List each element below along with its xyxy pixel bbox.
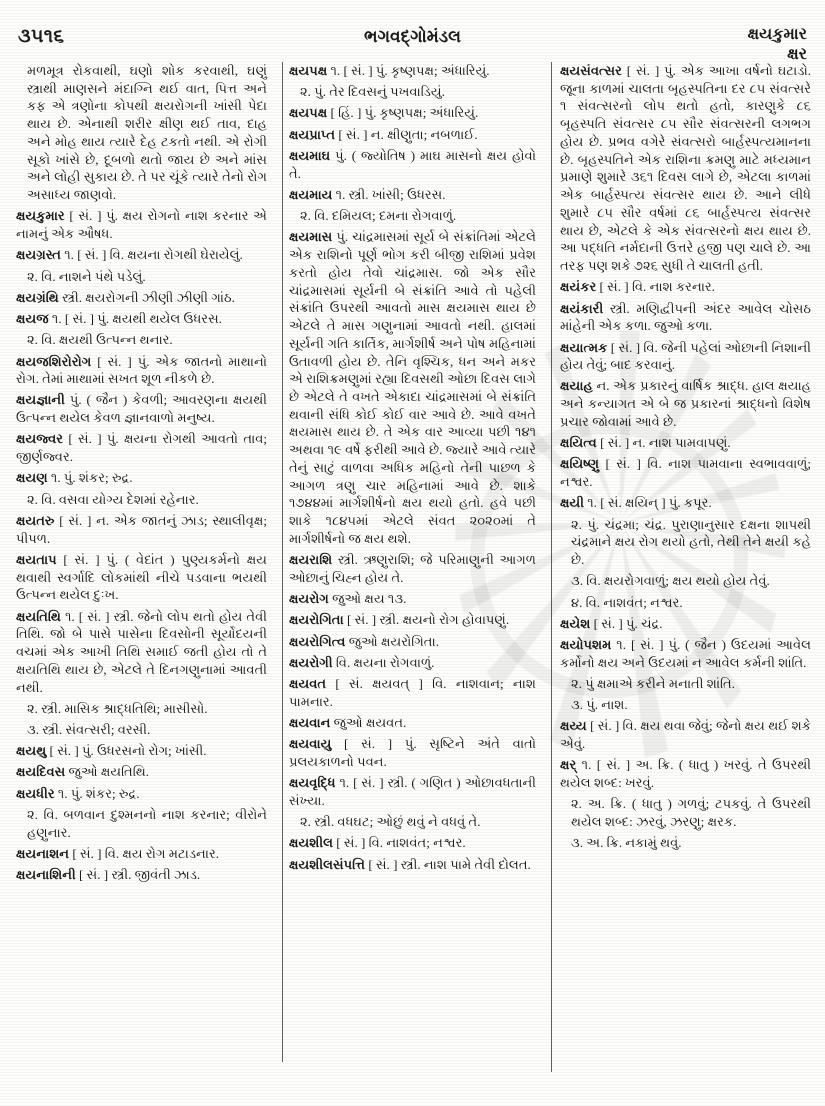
entry-definition: [ સં. ] ન. નાશ પામવાપણું. [596, 435, 731, 451]
running-word-bottom: ક્ષર [787, 46, 807, 63]
entry-headword: ક્ષયંકારી [560, 300, 604, 316]
entry-definition: [ સં. ] પું. એક આખા વર્ષનો ઘટાડો. જૂના કાળમાં ચાલતા બૃહસ્પતિના દર ૮૫ સંવત્સરે ૧ સંવત્સરનો લોપ થતો હતો, કારણુકે ૮૬ બૃહસ્પતિ સંવત્સર ૮૫ સૌર સંવત્સરની લગભગ હોય છે. પ્રભવ વગેરે સંવત્સરો બાર્હસ્પત્યમાનના છે. બૃહસ્પતિને એક રાશિના ક્રમણુ માટે મધ્યમાન પ્રમાણે શુમારે ૩૬૧ દિવસ લાગે છે, એટલા કાળમાં એક બાર્હસ્પત્ય સંવત્સર થાય છે. આને લીધે શુમારે ૮૫ સૌર વર્ષમાં ૮૬ બાર્હસ્પત્ય સંવત્સર થાય છે, એટલે કે એક સંવત્સરનો ક્ષય થાય છે. આ પદ્ધતિ નર્મદાની ઉત્તરે હજી પણ ચાલે છે. આ તરફ પણ શકે ૭૨૬ સુધી તે ચાલતી હતી. [560, 63, 811, 274]
dictionary-entry [289, 714, 536, 732]
entry-definition: પું. ( જૈન ) કેવળી; આવરણના ક્ષયથી ઉત્પન્ન થયેલ કેવળ જ્ઞાનવાળો મનુષ્ય. [16, 392, 267, 426]
dictionary-entry [289, 62, 536, 80]
dictionary-entry [16, 289, 267, 307]
dictionary-entry [289, 611, 536, 629]
entry-headword: ક્ષયજ્વર [16, 431, 63, 447]
dictionary-entry [289, 228, 536, 547]
dictionary-entry [289, 126, 536, 144]
entry-definition: [ સં. ] પું. ક્ષયના રોગથી આવતો તાવ; જીર્ણજ્વર. [16, 431, 267, 465]
dictionary-entry [16, 512, 267, 547]
entry-headword: ક્ષયતિથિ [16, 608, 61, 624]
entry-definition: જુઓ ક્ષયરોગિતા. [345, 633, 439, 649]
dictionary-entry [560, 339, 811, 374]
entry-headword: ક્ષયાત્મક [560, 339, 608, 355]
dictionary-entry [289, 654, 536, 672]
entry-definition: ૧. [ સં. ] પું. ક્ષયથી થયેલ ઉધરસ. [48, 311, 222, 327]
entry-sense: ૨. અ. ક્રિ. ( ધાતુ ) ગળવું; ટપકવું. તે ઉપરથી થયેલ શબ્દ: ઝરવું, ઝરણુ; ક્ષરક. [571, 796, 811, 830]
entry-headword: ક્ષયમાઘ [289, 147, 331, 163]
dictionary-entry [16, 310, 267, 328]
dictionary-entry [560, 455, 811, 490]
entry-definition: જુઓ ક્ષયવત. [330, 714, 407, 730]
dictionary-entry [289, 551, 536, 586]
column-1 [0, 62, 277, 1097]
entry-headword: ક્ષયકુમાર [16, 208, 65, 224]
entry-headword: ક્ષયશીલ [289, 835, 333, 851]
entry-sense: ૨. વિ. દમિયલ; દમના રોગવાળું. [300, 208, 457, 224]
entry-headword: ક્ષયાહ [560, 378, 593, 394]
entry-headword: ક્ષયદિવસ [16, 764, 66, 780]
dictionary-entry [289, 856, 536, 874]
entry-headword: ક્ષયનાશન [16, 845, 70, 861]
column-2 [277, 62, 546, 1097]
entry-sense: ૨. વિ. વસવા યોગ્ય દેશમાં રહેનાર. [27, 491, 199, 507]
running-word-top: ક્ષયકુમાર [747, 26, 807, 43]
entry-definition: [ સં. ] વિ. નાશ કરનાર. [596, 279, 715, 295]
entry-definition: [ સં. ] પું. એક જાતનો માથાનો રોગ. તેમાં માથામાં સખત શૂળ નીકળે છે. [16, 353, 267, 387]
entry-headword: ક્ષયમાય [289, 186, 333, 202]
entry-sense: ૩. પું. નાશ. [571, 697, 628, 713]
entry-headword: ક્ષયજ્ઞાની [16, 392, 65, 408]
entry-headword: ક્ષયસંવત્સર [560, 63, 622, 78]
entry-sense: ૩. વિ. ક્ષયરોગવાળું; ક્ષય થયો હોય તેવું. [571, 573, 770, 589]
entry-sense: ૨. વિ. ક્ષયથી ઉત્પન્ન થનાર. [27, 332, 173, 348]
entry-headword: ક્ષયિષ્ણુ [560, 456, 600, 472]
entry-headword: ક્ષયધીર [16, 785, 55, 801]
dictionary-entry [16, 207, 267, 242]
page-columns [0, 62, 825, 1097]
entry-headword: ક્ષયરાશિ [289, 552, 333, 568]
entry-definition: [ સં. ] ન. એક જાતનું ઝાડ; સ્થાલીવૃક્ષ; પીપળ. [16, 512, 267, 546]
entry-sense: ૨. પું ક્ષમાએ કરીને મનાતી શાંતિ. [571, 676, 735, 691]
dictionary-entry [16, 391, 267, 426]
dictionary-entry [289, 633, 536, 651]
entry-definition: ન. એક પ્રકારનું વાર્ષિક શ્રાદ્ધ. હાલ ક્ષયાહ અને કન્યાગત એ બે જ પ્રકારનાં શ્રાદ્ધનો વિશેષ પ્રચાર જોવામાં આવે છે. [560, 378, 811, 429]
dictionary-entry [289, 104, 536, 122]
dictionary-entry [560, 62, 811, 275]
dictionary-entry [289, 774, 536, 809]
entry-definition: [ સં. ] પું. ચંદ્ર. [590, 615, 663, 631]
continued-paragraph: મળમૂત્ર રોકવાથી, ઘણો શોક કરવાથી, ઘણું સ્ત્રાથી માણસને મંદાગ્નિ થઈ વાત, પિત્ત અને કફ એ ત્રણોના કોપથી ક્ષયરોગની ખાંસી પેદા થાય છે. એનાથી શરીર ક્ષીણ થઈ તાવ, દાહ અને મોહ થાય ત્યારે દેહ ટકતો નથી. એ રોગી સૂકો ખાંસે છે, દૂબળો થતો જાય છે અને માંસ અને લોહી સુકાય છે. તે પર ચૂંકે ત્યારે તેનો રોગ અસાધ્ય જાણવો. [27, 63, 267, 203]
dictionary-entry [560, 636, 811, 671]
entry-definition: ૧. પું. શંકર; રુદ્ર. [47, 470, 133, 486]
entry-headword: ક્ષયવૃદ્ધિ [289, 775, 336, 791]
dictionary-entry [560, 494, 811, 512]
dictionary-entry [16, 608, 267, 697]
entry-definition: ૧. [ સં. ] વિ. ક્ષયના રોગથી ઘેરાયેલું. [60, 247, 243, 263]
entry-definition: પું. ચાંદ્રમાસમાં સૂર્ય બે સંક્રાંતિમાં એટલે એક રાશિનો પૂર્ણ ભોગ કરી બીજી રાશિમાં પ્રવેશ કરતો હોય તેવો ચાંદ્રમાસ. જો એક સૌર ચાંદ્રમાસમાં સૂર્યની બે સંક્રાંતિ આવે તો પહેલી સંક્રાંતિ ઉપરથી આવતો માસ ક્ષયમાસ થાય છે એટલે તે માસ ગણુનામાં આવતો નથી. હાલમાં સૂર્યની ગતિ કાર્તિક, માર્ગશીર્ષ અને પોષ મહિનામાં ઉતાવળી હોય છે. તેનિ વૃશ્ચિક, ધન અને મકર એ રાશિક્રમણુમાં રહ્યા દિવસથી ઓછા દિવસ લાગે છે એટલે તે વખતે એકાદા ચાંદ્રમાસમાં બે સંક્રાંતિ થવાની સંધિ કોઈ કોઈ વાર આવે છે. આવે વખતે ક્ષયમાસ થાય છે. તે એક વાર આવ્યા પછી ૧૪૧ અથવા ૧૯ વર્ષે ફરીથી આવે છે. જ્યારે આવે ત્યારે તેનું સાટું વાળવા અધિક મહિનો તેની પાછળ કે આગળ ત્રણુ ચાર મહિનામાં આવે છે. શાકે ૧૭૪૪માં માર્ગશીર્ષનો ક્ષય થયો હતો. હવે પછી શાકે ૧૮૪૫માં એટલે સંવત ૨૦૨૦માં તે માર્ગશીર્ષનો જ ક્ષય થશે. [289, 229, 536, 546]
dictionary-entry [16, 763, 267, 781]
entry-headword: ક્ષયરોગિતા [289, 612, 344, 628]
entry-headword: ક્ષયનાશિની [16, 867, 76, 883]
entry-definition: જુઓ ક્ષય ૧૩. [328, 591, 407, 607]
entry-sense: ૨. સ્ત્રી. વધઘટ; ઓછું થવું ને વધવું તે. [300, 814, 481, 830]
entry-definition: [ સં. ] વિ. જેની પહેલાં ઓછાની નિશાની હોય તેવું; બાદ કરવાનું. [560, 339, 811, 373]
entry-sense: ૨. વિ. બળવાન દુશ્મનનો નાશ કરનાર; વીરોને હણુનાર. [27, 806, 267, 840]
entry-definition: પું. ( જ્યોતિષ ) માઘ માસનો ક્ષય હોવો તે. [289, 147, 536, 181]
dictionary-entry [560, 377, 811, 430]
entry-definition: સ્ત્રી. ઋણુરાશિ; જે પરિમાણુની આગળ ઓછાનું ચિહ્ન હોય તે. [289, 552, 536, 585]
entry-definition: [ સં. ] ન. ક્ષીણુતા; નબળાઈ. [335, 126, 478, 142]
entry-definition: [ સં. ] પું. સૃષ્ટિને અંતે વાતો પ્રલયકાળનો પવન. [289, 736, 536, 769]
entry-definition: ૧. [ સં. ] પું. કૃષ્ણપક્ષ; અંધારિયું. [327, 63, 490, 78]
dictionary-entry [560, 615, 811, 633]
entry-sense: ૨. પું. ચંદ્રમા; ચંદ્ર. પુરાણાનુસાર દક્ષના શાપથી ચંદ્રમાને ક્ષય રોગ થયો હતો, તેથી તેને ક્ષયી કહે છે. [571, 516, 811, 568]
page-number-left: ૩૫૧૬ [18, 26, 65, 47]
entry-definition: સ્ત્રી. મણિદ્વીપની અંદર આવેલ ચોસઠ માંહેની એક કળા. જુઓ કળા. [560, 300, 811, 334]
dictionary-entry [16, 551, 267, 604]
dictionary-entry [289, 834, 536, 852]
dictionary-entry [16, 430, 267, 465]
entry-headword: ક્ષયવત [289, 676, 327, 691]
dictionary-entry [16, 742, 267, 760]
dictionary-entry [560, 278, 811, 296]
entry-definition: ૧. [ સં. ] સ્ત્રી. ( ગણિત ) ઓછાવધતાની સંખ્યા. [289, 775, 536, 808]
entry-definition: ૧. સ્ત્રી. ખાંસી; ઉધરસ. [332, 186, 446, 202]
entry-headword: ક્ષયમાસ [289, 229, 333, 245]
entry-definition: ૧. [ સં. ક્ષયિન્ ] પું. કપૂર. [583, 495, 712, 511]
entry-sense: ૨. વિ. નાશને પંથે પડેલું. [27, 268, 146, 284]
entry-headword: ક્ષય્ય [560, 718, 587, 734]
entry-definition: [ સં. ક્ષયવત્ ] વિ. નાશવાન; નાશ પામનાર. [289, 676, 536, 709]
entry-headword: ક્ષયંકર [560, 279, 597, 295]
dictionary-entry [16, 866, 267, 884]
dictionary-entry [289, 147, 536, 182]
dictionary-entry [16, 785, 267, 803]
dictionary-entry [289, 186, 536, 204]
entry-headword: ક્ષયશીલસંપત્તિ [289, 856, 366, 872]
dictionary-entry [16, 353, 267, 388]
dictionary-entry [560, 717, 811, 752]
page-header [0, 0, 825, 62]
column-divider-2 [551, 62, 552, 1072]
entry-sense: ૩. અ. ક્રિ. નકામું થવું. [571, 835, 682, 851]
column-3 [546, 62, 825, 1097]
entry-definition: ૧. પું. શંકર; રુદ્ર. [54, 785, 140, 801]
entry-headword: ક્ષયપક્ષ [289, 63, 328, 78]
dictionary-entry [16, 845, 267, 863]
entry-sense: ૩. સ્ત્રી. સંવત્સરી; વરસી. [27, 721, 151, 737]
entry-definition: જુઓ ક્ષયતિથિ. [65, 764, 150, 780]
entry-definition: વિ. ક્ષયના રોગવાળું. [332, 654, 435, 670]
entry-headword: ક્ષર્ [560, 757, 577, 773]
entry-headword: ક્ષયરોગ [289, 591, 329, 607]
entry-sense: ૪. વિ. નાશવંત; નશ્વર. [571, 594, 683, 610]
entry-definition: [ સં. ] વિ. ક્ષય રોગ મટાડનાર. [69, 845, 220, 861]
entry-definition: ૧. [ સં. ] સ્ત્રી. જેનો લોપ થતો હોય તેવી તિથિ. જો બે પાસે પાસેના દિવસોની સૂર્યોદયની વચમાં એક આખી તિથિ સમાઈ જતી હોય તો તે ક્ષયતિથિ થાય છે, એટલે તે દિનગણુનામાં આવતી નથી. [16, 608, 267, 695]
entry-headword: ક્ષયિત્વ [560, 435, 597, 451]
dictionary-entry [289, 590, 536, 608]
entry-definition: [ સં. ] વિ. નાશવંત; નશ્વર. [332, 835, 466, 851]
entry-definition: ૧. [ સં. ] અ. ક્રિ. ( ધાતુ ) ખરવું. તે ઉપરથી થયેલ શબ્દ: ખરવું. [560, 757, 811, 791]
entry-definition: [ સં. ] પું. ક્ષય રોગનો નાશ કરનાર એ નામનું એક ઔષધ. [16, 208, 267, 242]
entry-headword: ક્ષયજ [16, 311, 49, 327]
dictionary-entry [289, 675, 536, 710]
book-title: ભગવદ્ગોમંડલ [364, 27, 461, 46]
entry-headword: ક્ષયથુ [16, 743, 47, 759]
entry-definition: [ સં. ] પું. ઉધરસનો રોગ; ખાંસી. [46, 743, 207, 759]
dictionary-entry [16, 246, 267, 264]
dictionary-entry [560, 300, 811, 335]
entry-headword: ક્ષયજશિરોરોગ [16, 353, 92, 369]
entry-headword: ક્ષયપ્રાપ્ત [289, 126, 336, 142]
dictionary-entry [16, 469, 267, 487]
entry-headword: ક્ષયી [560, 495, 584, 511]
entry-definition: ૧. [ સં. ] પું. ( જૈન ) ઉદયમાં આવેલ કર્મોનો ક્ષય અને ઉદયમાં ન આવેલ કર્મની શાંતિ. [560, 637, 811, 670]
entry-headword: ક્ષયેશ [560, 615, 591, 631]
column-divider-1 [282, 62, 283, 1062]
entry-headword: ક્ષયણ [16, 470, 48, 486]
entry-headword: ક્ષયતાપ [16, 551, 57, 567]
entry-headword: ક્ષયતરુ [16, 512, 55, 528]
entry-sense: ૨. સ્ત્રી. માસિક શ્રાદ્ધતિથિ; માસીસો. [27, 700, 208, 716]
dictionary-entry [289, 735, 536, 770]
entry-sense: ૨. પું. તેર દિવસનું પખવાડિયું. [300, 84, 445, 100]
entry-headword: ક્ષયપક્ષ [289, 105, 328, 121]
entry-definition: સ્ત્રી. ક્ષયરોગની ઝીણી ઝીણી ગાંઠ. [58, 289, 235, 305]
entry-definition: [ હિં. ] પું. કૃષ્ણપક્ષ; અંધારિયું. [327, 105, 479, 121]
entry-definition: [ સં. ] સ્ત્રી. જીવંતી ઝાડ. [75, 867, 201, 883]
entry-headword: ક્ષયવાયુ [289, 736, 332, 752]
dictionary-entry [560, 756, 811, 791]
entry-definition: [ સં. ] વિ. નાશ પામવાના સ્વભાવવાળું; નશ્વર. [560, 456, 811, 490]
entry-headword: ક્ષયવાન [289, 714, 331, 730]
entry-definition: [ સં. ] વિ. ક્ષય થવા જેવું; જેનો ક્ષય થઈ શકે એવું. [560, 718, 811, 752]
entry-definition: [ સં. ] સ્ત્રી. ક્ષયનો રોગ હોવાપણું. [343, 612, 510, 628]
entry-headword: ક્ષયરોગિત્વ [289, 633, 346, 649]
entry-definition: [ સં. ] પું. ( વેદાંત ) પુણ્યકર્મનો ક્ષય થવાથી સ્વર્ગાદિ લોકમાંથી નીચે પડવાના ભયથી ઉત્પન્ન થયેલ દુઃખ. [16, 551, 267, 603]
entry-definition: [ સં. ] સ્ત્રી. નાશ પામે તેવી દોલત. [365, 856, 531, 872]
dictionary-entry [560, 434, 811, 452]
entry-headword: ક્ષયરોગી [289, 654, 333, 670]
entry-headword: ક્ષયોપશમ [560, 637, 612, 653]
running-head-right [747, 25, 807, 65]
entry-headword: ક્ષયગ્રસ્ત [16, 247, 61, 263]
entry-headword: ક્ષયગ્રંથિ [16, 289, 59, 305]
